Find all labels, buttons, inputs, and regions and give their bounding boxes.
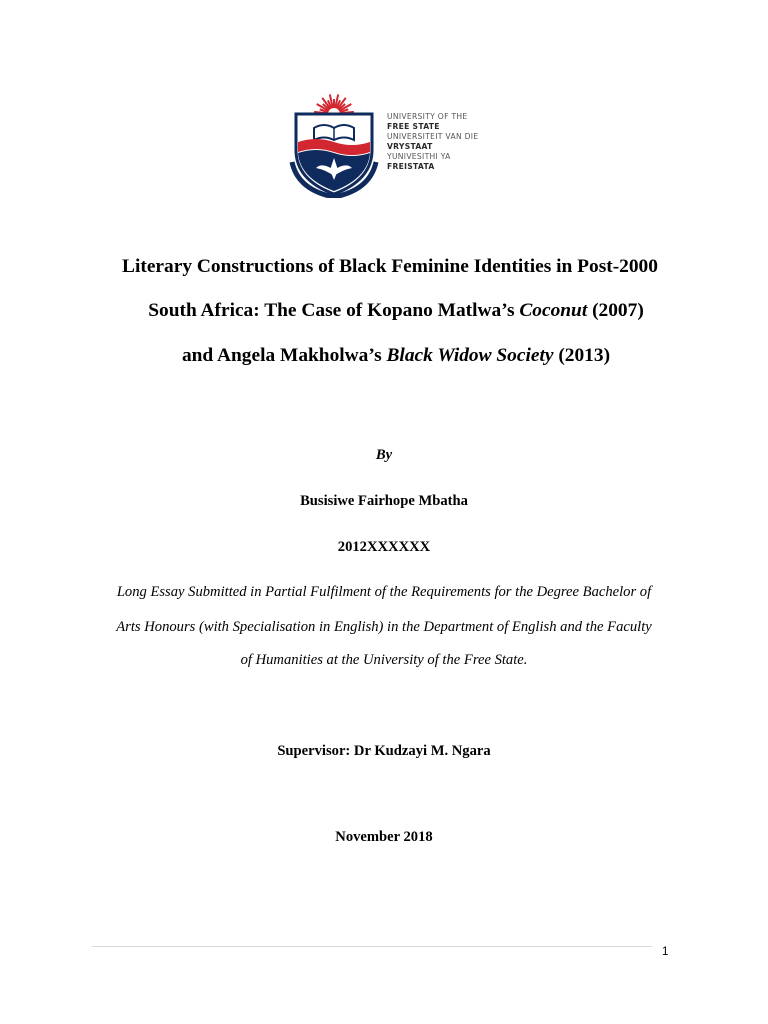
university-name-line: FREE STATE <box>387 122 440 131</box>
footer-divider <box>92 946 652 947</box>
title-text: South Africa: The Case of Kopano Matlwa’s <box>148 300 520 321</box>
supervisor: Supervisor: Dr Kudzayi M. Ngara <box>277 743 491 759</box>
university-name-line: VRYSTAAT <box>387 142 433 151</box>
university-name-line: UNIVERSITEIT VAN DIE <box>387 132 479 141</box>
title-book-black-widow-society: Black Widow Society <box>386 345 554 366</box>
student-number: 2012XXXXXX <box>337 539 431 555</box>
essay-description-line: Long Essay Submitted in Partial Fulfilment of the Requirements for the Degree Bachelor of <box>116 584 652 600</box>
sun-rays <box>314 94 354 113</box>
essay-description-line: of Humanities at the University of the Free State. <box>240 652 528 668</box>
title-book-coconut: Coconut <box>519 300 588 321</box>
title-text: (2007) <box>587 300 644 321</box>
university-name <box>387 112 478 172</box>
title-text: (2013) <box>553 345 611 366</box>
title-text: and Angela Makholwa’s <box>181 345 387 366</box>
university-name-line: YUNIVESITHI YA <box>387 152 451 161</box>
by-label: By <box>375 447 393 463</box>
university-name-line: UNIVERSITY OF THE <box>387 112 468 121</box>
submission-date: November 2018 <box>335 829 433 845</box>
title-line-3 <box>66 345 726 367</box>
author-name: Busisiwe Fairhope Mbatha <box>300 493 468 509</box>
university-crest-icon <box>288 90 380 198</box>
page-number: 1 <box>662 946 669 958</box>
title-line-1: Literary Constructions of Black Feminine Identities in Post-2000 <box>122 256 658 277</box>
university-logo <box>288 90 488 198</box>
essay-description-line: Arts Honours (with Specialisation in English) in the Department of English and the Faculty <box>116 619 652 635</box>
university-name-line: FREISTATA <box>387 162 435 171</box>
title-line-2 <box>66 300 726 322</box>
